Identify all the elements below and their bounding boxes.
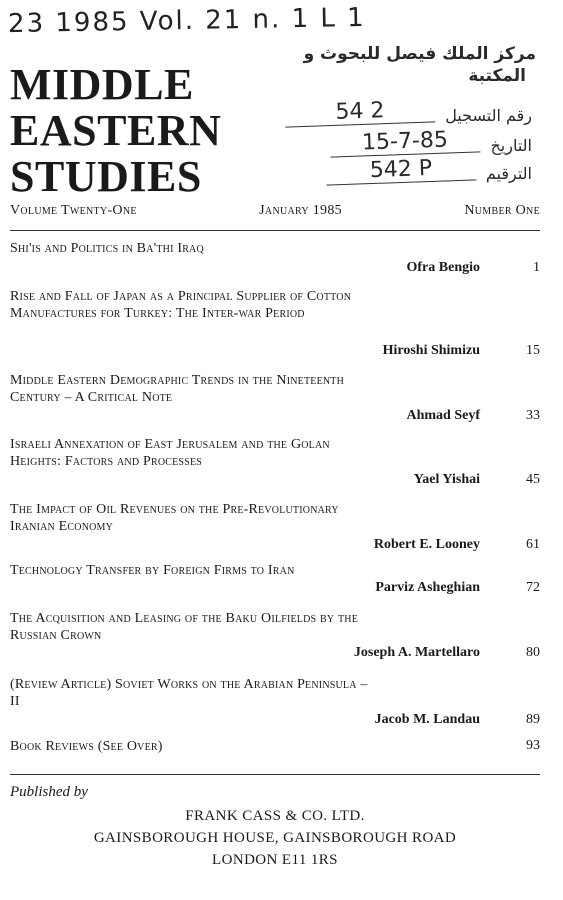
article-title: The Acquisition and Leasing of the Baku Oilfields by the Russian Crown xyxy=(10,611,359,643)
contents-entry xyxy=(10,562,540,595)
stamp-value: 15-7-85 xyxy=(330,127,481,157)
contents-entry xyxy=(10,738,540,755)
title-line: EASTERN xyxy=(10,106,222,155)
publisher-city: LONDON E11 1RS xyxy=(212,852,338,868)
stamp-label: رقم التسجيل xyxy=(445,106,532,125)
article-author: Ahmad Seyf xyxy=(406,408,480,423)
published-by-label: Published by xyxy=(10,784,88,800)
article-title: Rise and Fall of Japan as a Principal Supplier of Cotton Manufactures for Turkey: The Inter-war Period xyxy=(10,289,352,321)
stamp-row xyxy=(326,155,532,184)
article-title: The Impact of Oil Revenues on the Pre-Revolutionary Iranian Economy xyxy=(10,502,339,534)
stamp-label: التاريخ xyxy=(490,136,532,155)
article-author: Ofra Bengio xyxy=(406,260,480,275)
article-page: 72 xyxy=(526,580,540,595)
journal-title xyxy=(10,62,221,200)
article-page: 45 xyxy=(526,472,540,487)
article-author: Yael Yishai xyxy=(413,472,480,487)
issue-number: Number One xyxy=(464,203,540,218)
title-line: STUDIES xyxy=(10,152,202,201)
divider-bottom xyxy=(10,774,540,775)
contents-entry xyxy=(10,372,540,423)
article-title: Shi'is and Politics in Ba'thi Iraq xyxy=(10,241,204,256)
stamp-row xyxy=(285,100,532,125)
stamp-line-2: المكتبة xyxy=(468,66,526,86)
contents-entry xyxy=(10,436,540,487)
article-page: 93 xyxy=(526,738,540,753)
contents-entry xyxy=(10,240,540,275)
article-page: 80 xyxy=(526,645,540,660)
stamp-row xyxy=(330,127,532,156)
publisher-block xyxy=(10,784,540,871)
title-line: MIDDLE xyxy=(10,60,194,109)
issue-info xyxy=(10,203,540,219)
article-title: Middle Eastern Demographic Trends in the Nineteenth Century – A Critical Note xyxy=(10,373,345,405)
issue-date: January 1985 xyxy=(259,203,342,218)
stamp-value: 542 P xyxy=(326,155,477,185)
article-author: Hiroshi Shimizu xyxy=(382,343,480,358)
contents-entry xyxy=(10,288,540,358)
article-page: 15 xyxy=(526,343,540,358)
article-author: Robert E. Looney xyxy=(373,537,480,552)
contents-entry xyxy=(10,610,540,660)
volume-label: Volume Twenty-One xyxy=(10,203,137,218)
article-page: 1 xyxy=(533,260,540,275)
article-title: Israeli Annexation of East Jerusalem and the Golan Heights: Factors and Processes xyxy=(10,437,330,469)
article-author: Joseph A. Martellaro xyxy=(353,645,480,660)
article-title: Technology Transfer by Foreign Firms to Iran xyxy=(10,563,295,578)
stamp-label: الترقيم xyxy=(485,164,532,183)
article-author: Parviz Asheghian xyxy=(375,580,480,595)
handwritten-note: 23 1985 Vol. 21 n. 1 L 1 xyxy=(7,2,366,40)
contents-entry xyxy=(10,501,540,552)
stamp-line-1: مركز الملك فيصل للبحوث و xyxy=(303,44,536,64)
stamp-value: 54 2 xyxy=(285,97,436,127)
publisher-name: FRANK CASS & CO. LTD. xyxy=(185,808,365,824)
article-page: 89 xyxy=(526,712,540,727)
article-title: (Review Article) Soviet Works on the Arabian Peninsula – II xyxy=(10,677,368,709)
article-page: 61 xyxy=(526,537,540,552)
divider-top xyxy=(10,230,540,231)
contents-entry xyxy=(10,676,540,727)
library-stamp xyxy=(240,44,550,194)
article-title: Book Reviews (See Over) xyxy=(10,739,163,754)
article-author: Jacob M. Landau xyxy=(374,712,480,727)
publisher-address: GAINSBOROUGH HOUSE, GAINSBOROUGH ROAD xyxy=(93,830,457,846)
article-page: 33 xyxy=(526,408,540,423)
